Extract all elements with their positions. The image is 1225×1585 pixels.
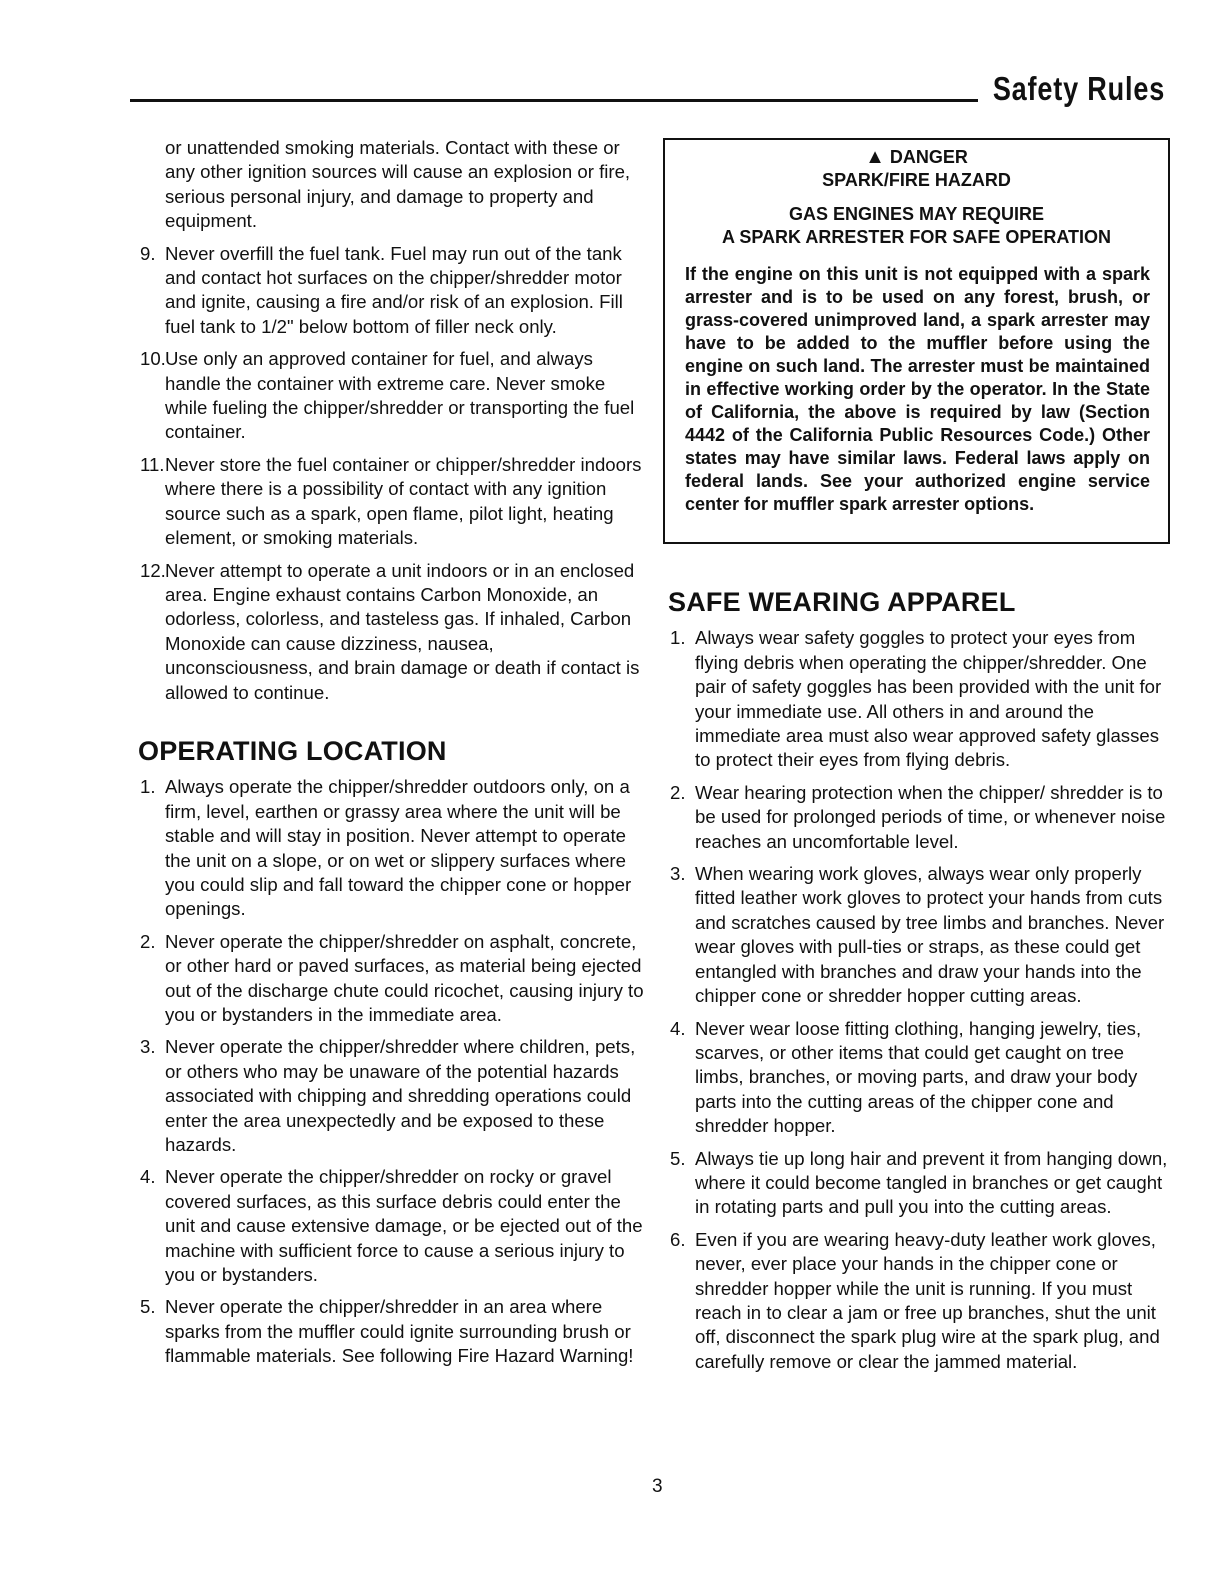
header-rule [130, 99, 978, 102]
item-number: 4. [670, 1017, 686, 1039]
item-text: Never operate the chipper/shredder where children, pets, or others who may be unaware of the potential hazards associated with chipping and shredding operations could enter the area unexpectedly and be exposed to these hazards. [165, 1036, 636, 1156]
item-number: 11. [140, 453, 165, 475]
danger-subtitle: SPARK/FIRE HAZARD [822, 170, 1011, 190]
left-column [140, 136, 645, 1377]
item-text: When wearing work gloves, always wear only properly fitted leather work gloves to protect your hands from cuts and scratches caused by tree limbs and branches. Never wear gloves with pull-ties or straps, as these could get entangled with branches and draw your hands into the chipper cone or shredder hopper cutting areas. [695, 863, 1165, 1007]
danger-label [665, 146, 1168, 169]
item-text: Never operate the chipper/shredder on rocky or gravel covered surfaces, as this surface debris could enter the unit and cause extensive damage, or be ejected out of the machine with sufficient force to cause a serious injury to you or bystanders. [165, 1166, 643, 1286]
list-item [670, 1147, 1175, 1220]
item-number: 2. [140, 930, 156, 952]
danger-heading-1: GAS ENGINES MAY REQUIRE [788, 204, 1045, 224]
list-item [670, 626, 1175, 772]
item-text: Never wear loose fitting clothing, hanging jewelry, ties, scarves, or other items that could get caught on tree limbs, branches, or moving parts, and draw your body parts into the cutting areas of the chipper cone and shredder hopper. [695, 1017, 1142, 1137]
item-text: Never store the fuel container or chipper/shredder indoors where there is a possibility of contact with any ignition source such as a spark, open flame, pilot light, heating element, or smoking materials. [165, 453, 642, 549]
list-item [140, 1165, 645, 1287]
item-text: Never overfill the fuel tank. Fuel may run out of the tank and contact hot surfaces on the chipper/shredder motor and ignite, causing a fire and/or risk of an explosion. Fill fuel tank to 1/2" below bottom of filler neck only. [165, 242, 623, 337]
item-text: Never operate the chipper/shredder in an area where sparks from the muffler could ignite surrounding brush or flammable materials. See following Fire Hazard Warning! [165, 1296, 634, 1367]
list-item [670, 781, 1175, 854]
list-item [140, 242, 645, 340]
item-number: 10. [140, 348, 166, 370]
page-title: Safety Rules [992, 70, 1165, 107]
danger-heading-2: A SPARK ARRESTER FOR SAFE OPERATION [721, 227, 1112, 247]
item-text: Even if you are wearing heavy-duty leather work gloves, never, ever place your hands in the chipper cone or shredder hopper while the unit is running. If you must reach in to clear a jam or free up branches, shut the unit off, disconnect the spark plug wire at the spark plug, and carefully remove or clear the jammed material. [695, 1228, 1160, 1372]
item-number: 6. [670, 1228, 686, 1250]
item-text: Always tie up long hair and prevent it from hanging down, where it could become tangled in branches or get caught in rotating parts and pull you into the cutting areas. [695, 1147, 1168, 1218]
list-item [140, 347, 645, 445]
list-item [140, 559, 645, 705]
list-item [140, 1035, 645, 1157]
danger-label-text: DANGER [889, 147, 968, 167]
continued-paragraph: or unattended smoking materials. Contact with these or any other ignition sources will cause an explosion or fire, serious personal injury, and damage to property and equipment. [165, 137, 631, 232]
list-item [670, 1017, 1175, 1139]
danger-body: If the engine on this unit is not equipped with a spark arrester and is to be used on any forest, brush, or grass-covered unimproved land, a spark arrester may have to be added to the muffler before using the engine on such land. The arrester must be maintained in effective working order by the operator. In the State of California, the above is required by law (Section 4442 of the California Public Resources Code.) Other states may have similar laws. Federal laws apply on federal lands. See your authorized engine service center for muffler spark arrester options. [685, 264, 1150, 514]
item-number: 9. [140, 242, 156, 264]
item-text: Never attempt to operate a unit indoors or in an enclosed area. Engine exhaust contains Carbon Monoxide, an odorless, colorless, and tasteless gas. If inhaled, Carbon Monoxide can cause dizziness, nausea, unconsciousness, and brain damage or death if contact is allowed to continue. [165, 559, 640, 703]
item-number: 1. [670, 627, 686, 649]
list-item [140, 930, 645, 1028]
item-text: Use only an approved container for fuel, and always handle the container with extreme care. Never smoke while fueling the chipper/shredder or transporting the fuel container. [165, 348, 635, 443]
item-text: Never operate the chipper/shredder on asphalt, concrete, or other hard or paved surfaces, as material being ejected out of the discharge chute could ricochet, causing injury to you or bystanders in the immediate area. [165, 930, 644, 1025]
item-number: 5. [670, 1147, 686, 1169]
item-text: Wear hearing protection when the chipper/ shredder is to be used for prolonged periods of time, or whenever noise reaches an uncomfortable level. [695, 781, 1166, 852]
page-number: 3 [652, 1476, 663, 1497]
item-number: 5. [140, 1296, 156, 1318]
item-number: 4. [140, 1166, 156, 1188]
list-item [670, 1228, 1175, 1374]
item-number: 2. [670, 781, 686, 803]
item-number: 1. [140, 776, 156, 798]
danger-box [663, 138, 1170, 544]
item-text: Always operate the chipper/shredder outdoors only, on a firm, level, earthen or grassy area where the unit will be stable and will stay in position. Never attempt to operate the unit on a slope, or on wet or slippery surfaces where you could slip and fall toward the chipper cone or hopper openings. [165, 776, 632, 920]
item-number: 3. [670, 863, 686, 885]
section-heading-safe-wearing-apparel: SAFE WEARING APPAREL [668, 587, 1016, 617]
list-item [140, 1295, 645, 1368]
section-heading-operating-location: OPERATING LOCATION [138, 735, 447, 766]
list-item [140, 453, 645, 551]
warning-triangle-icon: ▲ [865, 146, 885, 168]
item-text: Always wear safety goggles to protect your eyes from flying debris when operating the chipper/shredder. One pair of safety goggles has been provided with the unit for your immediate use. All others in and around the immediate area must also wear approved safety glasses to protect their eyes from flying debris. [695, 627, 1162, 771]
item-number: 3. [140, 1036, 156, 1058]
item-number: 12. [140, 559, 166, 581]
list-item [140, 775, 645, 921]
list-item [670, 862, 1175, 1008]
right-column [668, 587, 1175, 1382]
